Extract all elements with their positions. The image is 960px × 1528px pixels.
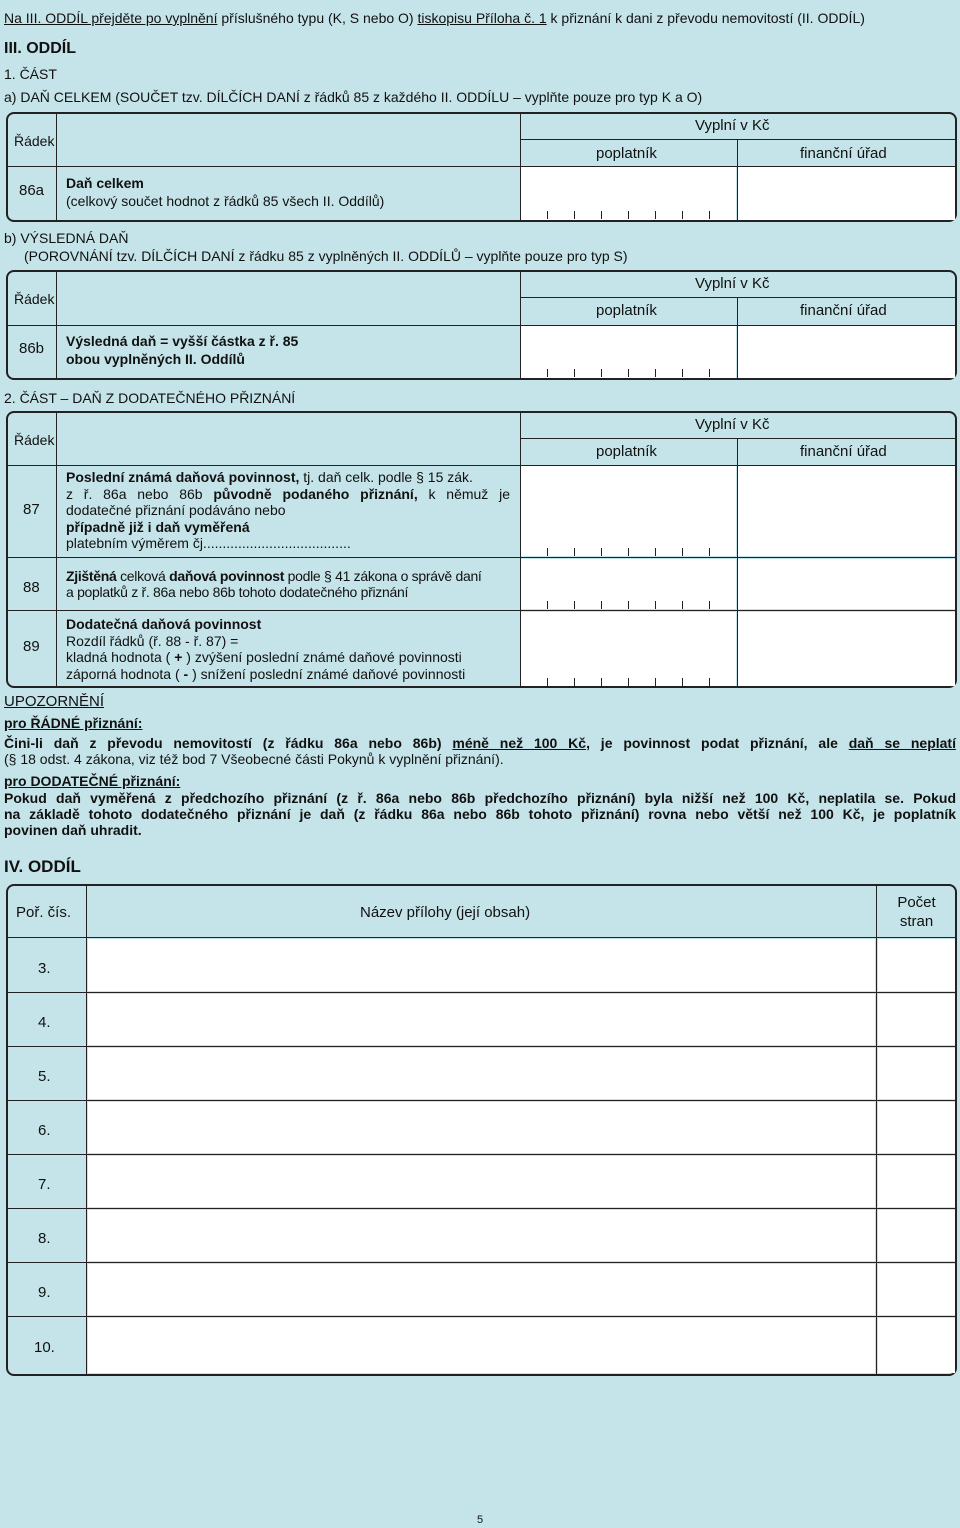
part-b-title-1: b) VÝSLEDNÁ DAŇ xyxy=(4,230,129,246)
header-vyplni: Vyplní v Kč xyxy=(695,117,770,134)
input-86a-urad[interactable] xyxy=(738,167,955,220)
header-poplatnik: poplatník xyxy=(596,302,657,319)
intro-link-2: tiskopisu Příloha č. 1 xyxy=(417,10,547,26)
row-number: 87 xyxy=(23,501,40,518)
warning-radne-line-2: (§ 18 odst. 4 zákona, viz též bod 7 Všeobecné části Pokynů k vyplnění přiznání). xyxy=(4,751,504,767)
attachment-pages-3[interactable] xyxy=(878,939,955,991)
part-a-title: a) DAŇ CELKEM (SOUČET tzv. DÍLČÍCH DANÍ z řádků 85 z každého II. ODDÍLU – vyplňte pouze pro typ K a O) xyxy=(4,89,703,105)
attachment-pages-10[interactable] xyxy=(878,1318,955,1373)
attachment-row-number: 8. xyxy=(38,1230,51,1247)
row-label-sub: (celkový součet hodnot z řádků 85 všech II. Oddílů) xyxy=(66,193,385,209)
warning-radne-line-1: Čini-li daň z převodu nemovitostí (z řádku 86a nebo 86b) méně než 100 Kč, je povinnost podat přiznání, ale daň se neplatí xyxy=(4,735,956,751)
attachment-row-number: 10. xyxy=(34,1339,55,1356)
header-urad: finanční úřad xyxy=(800,443,887,460)
attachment-pages-5[interactable] xyxy=(878,1048,955,1099)
row-87-text: Poslední známá daňová povinnost, tj. daň celk. podle § 15 zák. z ř. 86a nebo 86b původně podaného přiznání, k němuž je dodatečné přiznání podáváno nebo případně již i daň vyměřená platebním výměrem čj...................................... xyxy=(66,469,510,551)
attachment-pages-8[interactable] xyxy=(878,1210,955,1261)
section-3-title: III. ODDÍL xyxy=(4,40,76,57)
header-vyplni: Vyplní v Kč xyxy=(695,275,770,292)
part-1-title: 1. ČÁST xyxy=(4,66,57,82)
col-header-pages: Počet stran xyxy=(897,894,936,930)
header-vyplni: Vyplní v Kč xyxy=(695,416,770,433)
attachment-name-6[interactable] xyxy=(88,1102,875,1153)
attachment-name-7[interactable] xyxy=(88,1156,875,1207)
input-87-poplatnik[interactable] xyxy=(521,466,736,556)
input-89-poplatnik[interactable] xyxy=(521,612,736,686)
row-number: 86b xyxy=(19,340,45,357)
intro-line: Na III. ODDÍL přejděte po vyplnění příslušného typu (K, S nebo O) tiskopisu Příloha č. 1 k přiznání k dani z převodu nemovitostí (II. ODDÍL) xyxy=(4,10,865,26)
part-2-title: 2. ČÁST – DAŇ Z DODATEČNÉHO PŘIZNÁNÍ xyxy=(4,390,296,406)
part-b-title-2: (POROVNÁNÍ tzv. DÍLČÍCH DANÍ z řádku 85 z vyplněných II. ODDÍLŮ – vyplňte pouze pro typ S) xyxy=(24,248,628,264)
attachment-pages-6[interactable] xyxy=(878,1102,955,1153)
row-label-sub: obou vyplněných II. Oddílů xyxy=(66,351,245,367)
row-88-text: Zjištěná celková daňová povinnost podle § 41 zákona o správě daní a poplatků z ř. 86a nebo 86b tohoto dodatečného přiznání xyxy=(66,568,482,600)
input-86b-urad[interactable] xyxy=(738,326,955,378)
col-header-name: Název přílohy (její obsah) xyxy=(360,904,531,921)
header-poplatnik: poplatník xyxy=(596,145,657,162)
warning-dodat-text: Pokud daň vyměřená z předchozího přiznání (z ř. 86a nebo 86b předchozího přiznání) byla nižší než 100 Kč, neplatila se. Pokud na základě tohoto dodatečného přiznání je daň (z řádku 86a nebo 86b tohoto přiznání) rovna nebo větší než 100 Kč, je poplatník povinen daň uhradit. xyxy=(4,790,956,838)
page-number: 5 xyxy=(477,1514,484,1526)
row-number: 88 xyxy=(23,579,40,596)
warning-title: UPOZORNĚNÍ xyxy=(4,693,105,710)
header-radek: Řádek xyxy=(14,432,55,448)
warning-dodat-title: pro DODATEČNÉ přiznání: xyxy=(4,773,181,789)
attachment-pages-9[interactable] xyxy=(878,1264,955,1315)
input-87-urad[interactable] xyxy=(738,466,955,556)
attachment-name-9[interactable] xyxy=(88,1264,875,1315)
attachment-row-number: 4. xyxy=(38,1014,51,1031)
intro-link-1: Na III. ODDÍL přejděte po vyplnění xyxy=(4,10,218,26)
input-89-urad[interactable] xyxy=(738,612,955,686)
row-number: 89 xyxy=(23,638,40,655)
row-label: Daň celkem xyxy=(66,175,144,191)
warning-radne-title: pro ŘÁDNÉ přiznání: xyxy=(4,715,143,731)
attachment-name-8[interactable] xyxy=(88,1210,875,1261)
attachment-name-4[interactable] xyxy=(88,994,875,1045)
header-poplatnik: poplatník xyxy=(596,443,657,460)
header-urad: finanční úřad xyxy=(800,302,887,319)
attachment-row-number: 7. xyxy=(38,1176,51,1193)
attachment-name-5[interactable] xyxy=(88,1048,875,1099)
attachment-row-number: 6. xyxy=(38,1122,51,1139)
attachment-name-3[interactable] xyxy=(88,939,875,991)
attachment-pages-4[interactable] xyxy=(878,994,955,1045)
row-label: Výsledná daň = vyšší částka z ř. 85 xyxy=(66,333,299,349)
section-4-title: IV. ODDÍL xyxy=(4,857,81,876)
header-radek: Řádek xyxy=(14,291,55,307)
attachment-row-number: 9. xyxy=(38,1284,51,1301)
attachment-pages-7[interactable] xyxy=(878,1156,955,1207)
header-urad: finanční úřad xyxy=(800,145,887,162)
attachment-row-number: 5. xyxy=(38,1068,51,1085)
col-header-number: Poř. čís. xyxy=(16,904,72,921)
attachment-name-10[interactable] xyxy=(88,1318,875,1373)
header-radek: Řádek xyxy=(14,133,55,149)
input-88-urad[interactable] xyxy=(738,559,955,609)
row-number: 86a xyxy=(19,182,45,199)
row-89-text: Dodatečná daňová povinnost Rozdíl řádků (ř. 88 - ř. 87) = kladná hodnota ( + ) zvýšení poslední známé daňové povinnosti záporná hodnota ( - ) snížení poslední známé daňové povinnosti xyxy=(66,616,466,682)
attachment-row-number: 3. xyxy=(38,960,51,977)
